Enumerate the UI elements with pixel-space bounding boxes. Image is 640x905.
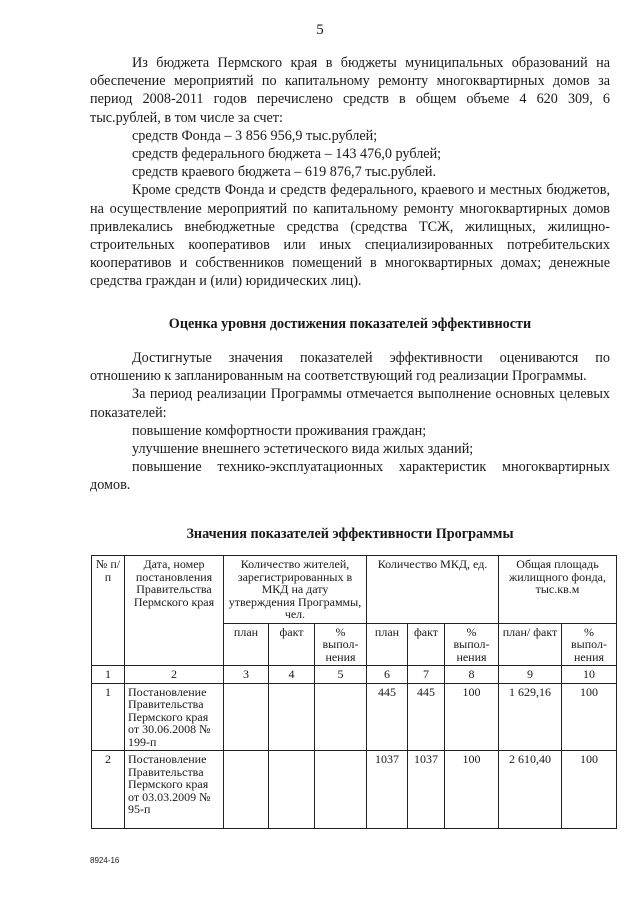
value-cell: 100 (445, 751, 499, 829)
section-heading: Оценка уровня достижения показателей эффективности (168, 316, 532, 332)
subheader-cell: план (367, 623, 408, 666)
table-header-row (92, 556, 617, 624)
indicators-table (91, 555, 617, 829)
value-cell: 100 (445, 683, 499, 751)
column-number-cell: 9 (499, 666, 562, 684)
subheader-cell: факт (269, 623, 315, 666)
result-item: повышение комфортности проживания граждан; (132, 422, 427, 439)
indicators-section (90, 349, 610, 495)
table-row (92, 751, 617, 829)
value-cell (224, 683, 269, 751)
value-cell: 2 610,40 (499, 751, 562, 829)
value-cell: 1037 (367, 751, 408, 829)
evaluation-paragraph: Достигнутые значения показателей эффективности оцениваются по отношению к запланированным на соответствующий год реализации Программы. (90, 350, 610, 385)
funding-item: средств краевого бюджета – 619 876,7 тыс.рублей. (132, 164, 436, 181)
subheader-cell: факт (408, 623, 445, 666)
column-number-row (92, 666, 617, 684)
subheader-cell: план (224, 623, 269, 666)
column-number-cell: 3 (224, 666, 269, 684)
header-cell: Общая площадь жилищного фонда, тыс.кв.м (499, 556, 617, 624)
result-item: повышение технико-эксплуатационных характеристик многоквартирных домов. (90, 459, 610, 494)
row-number-cell: 1 (92, 683, 125, 751)
column-number-cell: 10 (562, 666, 617, 684)
funding-section (90, 54, 610, 291)
column-number-cell: 1 (92, 666, 125, 684)
column-number-cell: 6 (367, 666, 408, 684)
header-cell: № п/п (92, 556, 125, 666)
column-number-cell: 7 (408, 666, 445, 684)
table-heading: Значения показателей эффективности Программы (186, 526, 514, 542)
column-number-cell: 8 (445, 666, 499, 684)
extra-funding-paragraph: Кроме средств Фонда и средств федерального, краевого и местных бюджетов, на осуществление мероприятий по капитальному ремонту многоквартирных домов привлекались внебюджетные средства (средства ТСЖ, жилищных, жилищно-строительных кооперативов или иных специализированных потребительских кооперативов и собственников помещений в многоквартирных домах; денежные средства граждан и (или) юридических лиц). (90, 182, 610, 290)
subheader-cell: % выпол-нения (315, 623, 367, 666)
subheader-cell: план/ факт (499, 623, 562, 666)
column-number-cell: 5 (315, 666, 367, 684)
value-cell: 1 629,16 (499, 683, 562, 751)
value-cell: 100 (562, 751, 617, 829)
row-number-cell: 2 (92, 751, 125, 829)
subheader-cell: % выпол-нения (445, 623, 499, 666)
value-cell (269, 751, 315, 829)
value-cell: 445 (367, 683, 408, 751)
value-cell (315, 751, 367, 829)
decree-cell: Постановление Правительства Пермского края от 30.06.2008 № 199-п (125, 683, 224, 751)
page-number: 5 (316, 22, 324, 38)
result-item: улучшение внешнего эстетического вида жилых зданий; (132, 441, 474, 458)
funding-item: средств Фонда – 3 856 956,9 тыс.рублей; (132, 127, 378, 144)
header-cell: Количество жителей, зарегистрированных в МКД на дату утверждения Программы, чел. (224, 556, 367, 624)
subheader-cell: % выпол-нения (562, 623, 617, 666)
value-cell: 445 (408, 683, 445, 751)
funding-item: средств федерального бюджета – 143 476,0 рублей; (132, 146, 442, 163)
results-paragraph: За период реализации Программы отмечается выполнение основных целевых показателей: (90, 386, 610, 421)
column-number-cell: 2 (125, 666, 224, 684)
decree-cell: Постановление Правительства Пермского края от 03.03.2009 № 95-п (125, 751, 224, 829)
funding-paragraph: Из бюджета Пермского края в бюджеты муниципальных образований на обеспечение мероприятий по капитальному ремонту многоквартирных домов за период 2008-2011 годов перечислено средств в общем объеме 4 620 309, 6 тыс.рублей, в том числе за счет: (90, 55, 610, 126)
value-cell (269, 683, 315, 751)
header-cell: Дата, номер постановления Правительства Пермского края (125, 556, 224, 666)
header-cell: Количество МКД, ед. (367, 556, 499, 624)
value-cell: 1037 (408, 751, 445, 829)
table-row (92, 683, 617, 751)
value-cell: 100 (562, 683, 617, 751)
footer-code: 8924-16 (90, 856, 120, 865)
column-number-cell: 4 (269, 666, 315, 684)
value-cell (315, 683, 367, 751)
value-cell (224, 751, 269, 829)
